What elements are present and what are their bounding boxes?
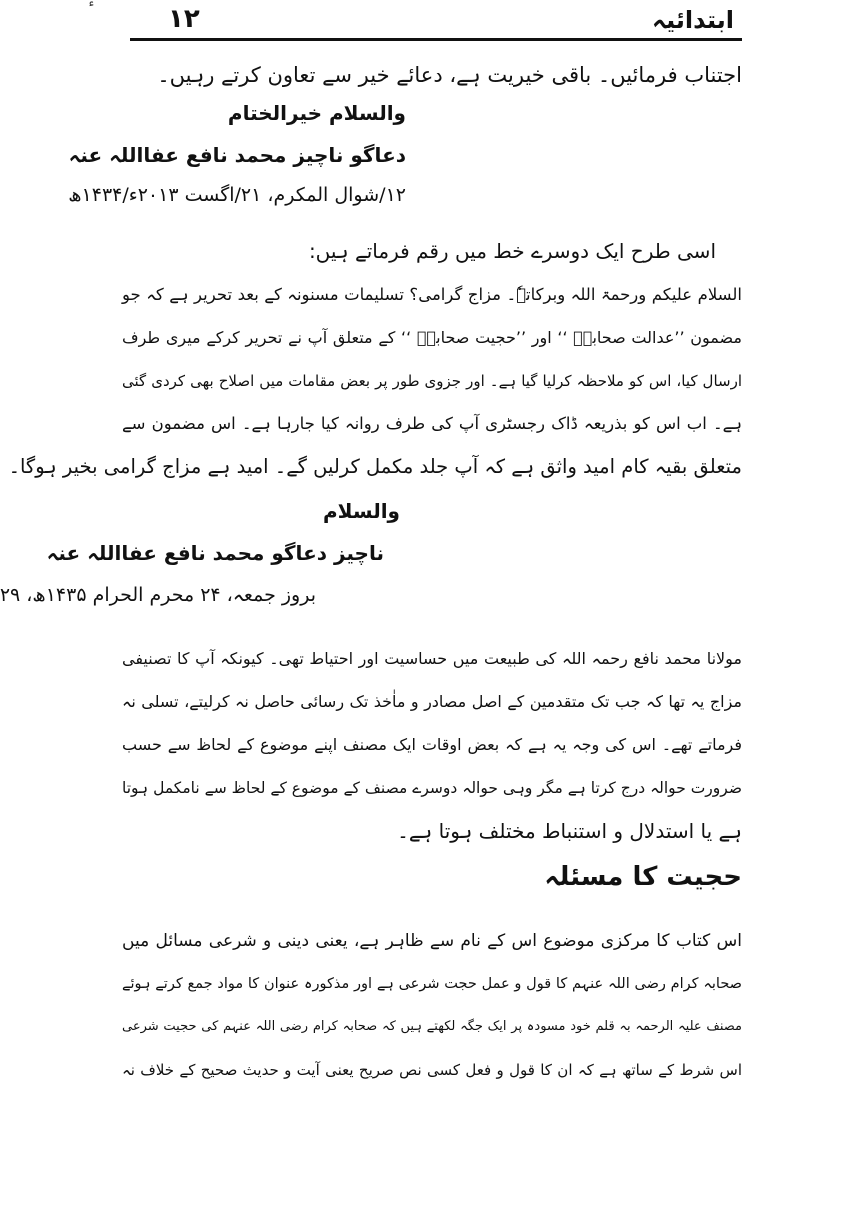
letter2-line: السلام علیکم ورحمۃ اللہ وبرکاتہٗ۔ مزاج گرامی؟ تسلیمات مسنونہ کے بعد تحریر ہے کہ جو bbox=[122, 285, 742, 304]
paragraph-line: ہے یا استدلال و استنباط مختلف ہوتا ہے۔ bbox=[397, 819, 742, 843]
section-line: مصنف علیہ الرحمہ بہ قلم خود مسودہ پر ایک جگہ لکھتے ہیں کہ صحابہ کرام رضی اللہ عنہم کی حجیت شرعی bbox=[122, 1019, 742, 1034]
paragraph-line: مزاج یہ تھا کہ جب تک متقدمین کے اصل مصادر و ماٰخذ تک رسائی حاصل نہ کرلیتے، تسلی نہ bbox=[122, 692, 742, 711]
letter2-signature: ناچیز دعاگو محمد نافع عفااللہ عنہ bbox=[46, 541, 384, 565]
paragraph-line: ضرورت حوالہ درج کرتا ہے مگر وہی حوالہ دوسرے مصنف کے موضوع کے لحاظ سے نامکمل ہوتا bbox=[122, 779, 742, 797]
section-line: صحابہ کرام رضی اللہ عنہم کا قول و عمل حجت شرعی ہے اور مذکورہ عنوان کا مواد جمع کرتے ہوئے bbox=[122, 976, 742, 992]
letter2-intro: اسی طرح ایک دوسرے خط میں رقم فرماتے ہیں: bbox=[308, 239, 716, 263]
letter2-line: ارسال کیا، اس کو ملاحظہ کرلیا گیا ہے۔ اور جزوی طور پر بعض مقامات میں اصلاح بھی کردی گئی bbox=[122, 372, 742, 390]
page-number: ۱۲ bbox=[168, 4, 200, 34]
letter1-date: ۱۲/شوال المکرم، ۲۱/اگست ۲۰۱۳ء/۱۴۳۴ھ bbox=[68, 184, 406, 206]
letter1-salutation: والسلام خیرالختام bbox=[227, 101, 406, 125]
section-heading: حجیت کا مسئلہ bbox=[544, 862, 742, 892]
paragraph-line: فرماتے تھے۔ اس کی وجہ یہ ہے کہ بعض اوقات ایک مصنف اپنے موضوع کے لحاظ سے حسب bbox=[122, 735, 742, 754]
letter2-line: مضمون ’’عدالت صحابہؓ ‘‘ اور ’’حجیت صحابہؓ ‘‘ کے متعلق آپ نے تحریر کرکے میری طرف bbox=[122, 328, 742, 347]
letter2-date: بروز جمعہ، ۲۴ محرم الحرام ۱۴۳۵ھ، ۲۹ bbox=[0, 584, 316, 606]
section-line: اس شرط کے ساتھ ہے کہ ان کا قول و فعل کسی نص صریح یعنی آیت و حدیث صحیح کے خلاف نہ bbox=[122, 1061, 742, 1079]
header-divider bbox=[130, 38, 742, 41]
running-title: ابتدائیہ bbox=[652, 6, 734, 34]
letter2-line: متعلق بقیہ کام امید واثق ہے کہ آپ جلد مکمل کرلیں گے۔ امید ہے مزاج گرامی بخیر ہوگا۔ bbox=[8, 455, 742, 478]
paragraph-line: مولانا محمد نافع رحمہ اللہ کی طبیعت میں حساسیت اور احتیاط تھی۔ کیونکہ آپ کا تصنیفی bbox=[122, 649, 742, 668]
letter2-line: ہے۔ اب اس کو بذریعہ ڈاک رجسٹری آپ کی طرف روانہ کیا جارہا ہے۔ اس مضمون سے bbox=[122, 414, 742, 433]
letter1-closing-line: اجتناب فرمائیں۔ باقی خیریت ہے، دعائے خیر سے تعاون کرتے رہیں۔ bbox=[157, 63, 742, 87]
letter2-salutation: والسلام bbox=[323, 499, 400, 523]
section-line: اس کتاب کا مرکزی موضوع اس کے نام سے ظاہر ہے، یعنی دینی و شرعی مسائل میں bbox=[122, 931, 742, 951]
letter1-signature: دعاگو ناچیز محمد نافع عفااللہ عنہ bbox=[68, 143, 406, 167]
